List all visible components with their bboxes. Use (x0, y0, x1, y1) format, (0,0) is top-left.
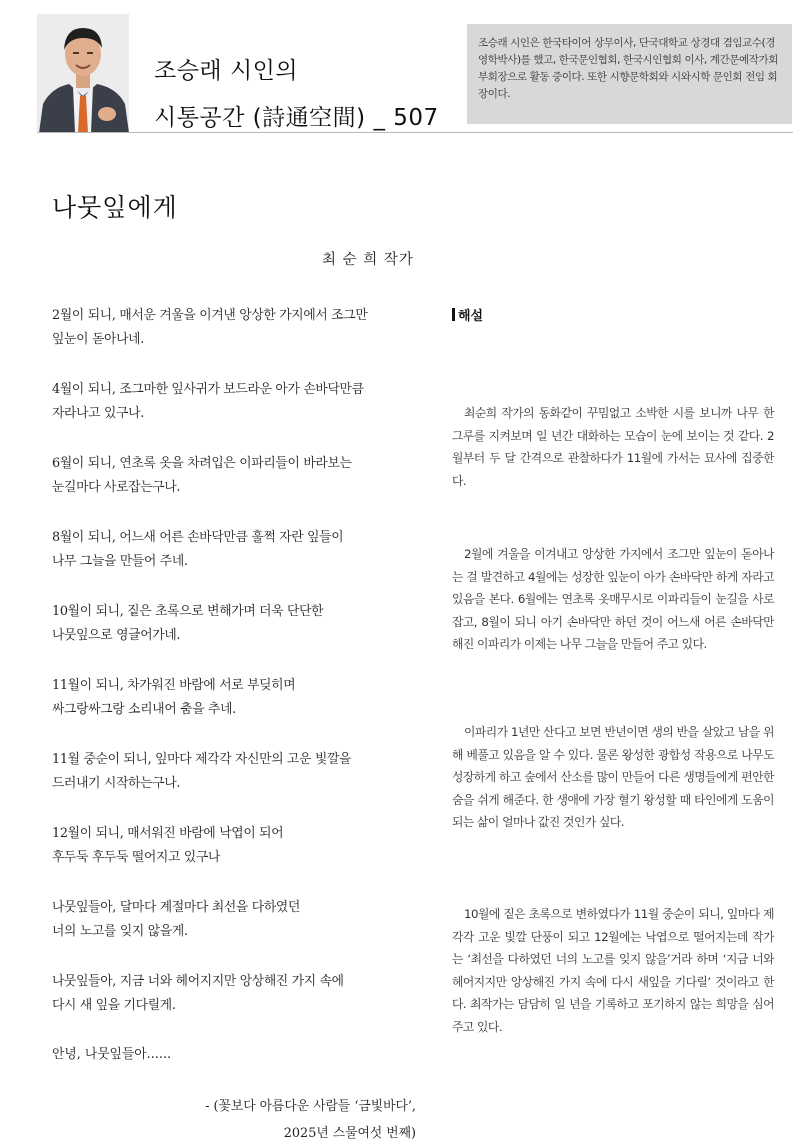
poem-author: 최 순 희 작가 (322, 252, 414, 268)
poem-line: 11월이 되니, 차가워진 바람에 서로 부딪히며 (52, 678, 296, 693)
column-title-line2: 시통공간 (詩通空間) _ 507 (154, 105, 439, 131)
poem-line: 나무 그늘을 만들어 주네. (52, 554, 188, 569)
poem-source-line1: - (꽃보다 아름다운 사람들 ‘금빛바다’, (205, 1099, 416, 1114)
poem-line: 나뭇잎들아, 지금 너와 헤어지지만 앙상해진 가지 속에 (52, 974, 344, 989)
poem-stanza (52, 378, 432, 452)
portrait-image (37, 14, 129, 133)
poem-line: 11월 중순이 되니, 잎마다 제각각 자신만의 고운 빛깔을 (52, 752, 352, 767)
poem-stanza (52, 600, 432, 674)
poem-stanza (52, 822, 432, 896)
commentary-label-text: 해설 (458, 309, 484, 324)
author-bio-box (467, 24, 792, 124)
column-title (154, 52, 439, 132)
poem-line: 후두둑 후두둑 떨어지고 있구나 (52, 850, 221, 865)
commentary-paragraph-3: 이파리가 1년만 산다고 보면 반년이면 생의 반을 살았고 남을 위해 베풀고 있음을 알 수 있다. 물론 왕성한 광합성 작용으로 나무도 성장하게 하고 숲에서 산소를 많이 만들어 다른 생명들에게 편안한 숨을 쉬게 해준다. 한 생애에 가장 혈기 왕성할 때 타인에게 도움이 되는 삶이 얼마나 값진 것인가 싶다. (452, 725, 774, 829)
poem-stanza (52, 970, 432, 1044)
poem-source (205, 1093, 416, 1147)
author-photo (37, 14, 129, 133)
poem-title: 나뭇잎에게 (52, 193, 178, 222)
poem-body (52, 304, 432, 1044)
poem-line: 12월이 되니, 매서워진 바람에 낙엽이 되어 (52, 826, 284, 841)
poem-line: 너의 노고를 잊지 않을게. (52, 924, 188, 939)
poem-line: 드러내기 시작하는구나. (52, 776, 181, 791)
poem-line: 다시 새 잎을 기다릴게. (52, 998, 176, 1013)
poem-line: 10월이 되니, 짙은 초록으로 변해가며 더욱 단단한 (52, 604, 324, 619)
commentary-paragraph-4: 10월에 짙은 초록으로 변하였다가 11월 중순이 되니, 잎마다 제각각 고운 빛깔 단풍이 되고 12월에는 낙엽으로 떨어지는데 작가는 ‘최선을 다하였던 너의 노고를 잊지 않을’거라 하며 ‘지금 너와 헤어지지만 앙상해진 가지 속에 다시 새잎을 기다릴’ 것이라고 한다. 최작가는 담담히 일 년을 기록하고 포기하지 않는 희망을 심어주고 있다. (452, 907, 774, 1034)
poem-line: 나뭇잎들아, 달마다 계절마다 최선을 다하였던 (52, 900, 301, 915)
poem-line: 4월이 되니, 조그마한 잎사귀가 보드라운 아가 손바닥만큼 (52, 382, 364, 397)
poem-line: 2월이 되니, 매서운 겨울을 이겨낸 앙상한 가지에서 조그만 (52, 308, 368, 323)
poem-stanza (52, 674, 432, 748)
poem-line: 싸그랑싸그랑 소리내어 춤을 추네. (52, 702, 236, 717)
poem-stanza (52, 896, 432, 970)
author-bio-text: 조승래 시인은 한국타이어 상무이사, 단국대학교 상경대 겸임교수(경영학박사)를 했고, 한국문인협회, 한국시인협회 이사, 계간문예작가회 부회장으로 활동 중이다. 또한 시향문학회와 시와시학 문인회 전임 회장이다. (478, 37, 779, 100)
poem-line: 눈길마다 사로잡는구나. (52, 480, 181, 495)
poem-farewell: 안녕, 나뭇잎들아...... (52, 1047, 172, 1062)
poem-line: 자라나고 있구나. (52, 406, 144, 421)
poem-line: 잎눈이 돋아나네. (52, 332, 144, 347)
poem-stanza (52, 304, 432, 378)
commentary-paragraph-2: 2월에 겨울을 이겨내고 앙상한 가지에서 조그만 잎눈이 돋아나는 걸 발견하고 4월에는 성장한 잎눈이 아가 손바닥만 하게 자라고 있음을 본다. 6월에는 연초록 옷매무시로 이파리들이 눈길을 사로잡고, 8월이 되니 아기 손바닥만 하던 것이 어느새 어른 손바닥만 해진 이파리가 이제는 나무 그늘을 만들어 주고 있다. (452, 547, 774, 651)
poem-stanza (52, 526, 432, 600)
column-title-line1: 조승래 시인의 (154, 58, 299, 84)
poem-stanza (52, 452, 432, 526)
poem-line: 나뭇잎으로 영글어가네. (52, 628, 181, 643)
commentary-paragraph-1: 최순희 작가의 동화같이 꾸밈없고 소박한 시를 보니까 나무 한 그루를 지켜보며 일 년간 대화하는 모습이 눈에 보이는 것 같다. 2월부터 두 달 간격으로 관찰하다가 11월에 가서는 묘사에 집중한다. (452, 406, 774, 488)
header-divider (37, 132, 793, 133)
poem-stanza (52, 748, 432, 822)
poem-line: 8월이 되니, 어느새 어른 손바닥만큼 훌쩍 자란 잎들이 (52, 530, 344, 545)
label-bar-icon (452, 308, 455, 321)
poem-line: 6월이 되니, 연초록 옷을 차려입은 이파리들이 바라보는 (52, 456, 352, 471)
commentary-label (452, 305, 483, 324)
poem-source-line2: 2025년 스물여섯 번째) (283, 1126, 416, 1141)
